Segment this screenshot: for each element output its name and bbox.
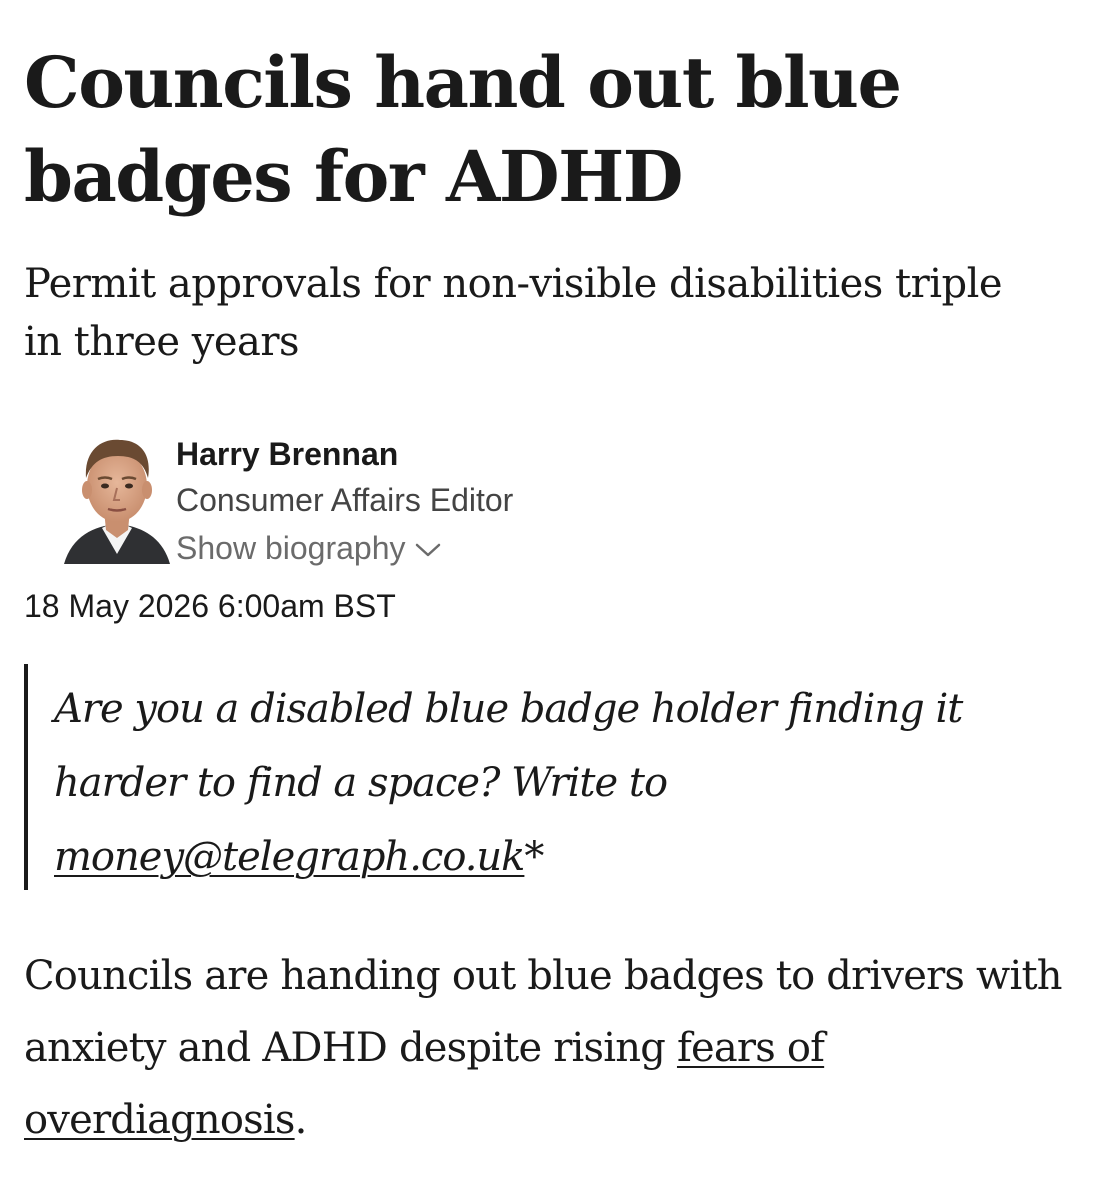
- chevron-down-icon: [415, 542, 441, 558]
- author-name[interactable]: Harry Brennan: [176, 436, 399, 472]
- show-biography-button[interactable]: [176, 528, 441, 568]
- byline: [24, 428, 1024, 578]
- show-biography-label: Show biography: [176, 530, 406, 566]
- author-role: Consumer Affairs Editor: [176, 482, 514, 518]
- email-link[interactable]: money@telegraph.co.uk: [54, 834, 525, 880]
- author-avatar: [58, 428, 176, 564]
- headline: Councils hand out blue badges for ADHD: [24, 41, 901, 218]
- body-text-start: Councils are handing out blue badges to drivers with anxiety and ADHD despite rising: [24, 953, 1062, 1071]
- publish-date: 18 May 2026 6:00am BST: [24, 588, 396, 624]
- reader-callout: [24, 664, 1088, 890]
- standfirst: Permit approvals for non-visible disabilities triple in three years: [24, 261, 1003, 365]
- callout-asterisk: *: [524, 834, 544, 880]
- callout-prompt: Are you a disabled blue badge holder finding it harder to find a space? Write to: [54, 686, 963, 806]
- overdiagnosis-link[interactable]: fears of overdiagnosis: [24, 1025, 825, 1143]
- body-paragraph: [24, 940, 1074, 1156]
- callout-text: [54, 672, 1084, 894]
- body-text-end: .: [294, 1097, 307, 1143]
